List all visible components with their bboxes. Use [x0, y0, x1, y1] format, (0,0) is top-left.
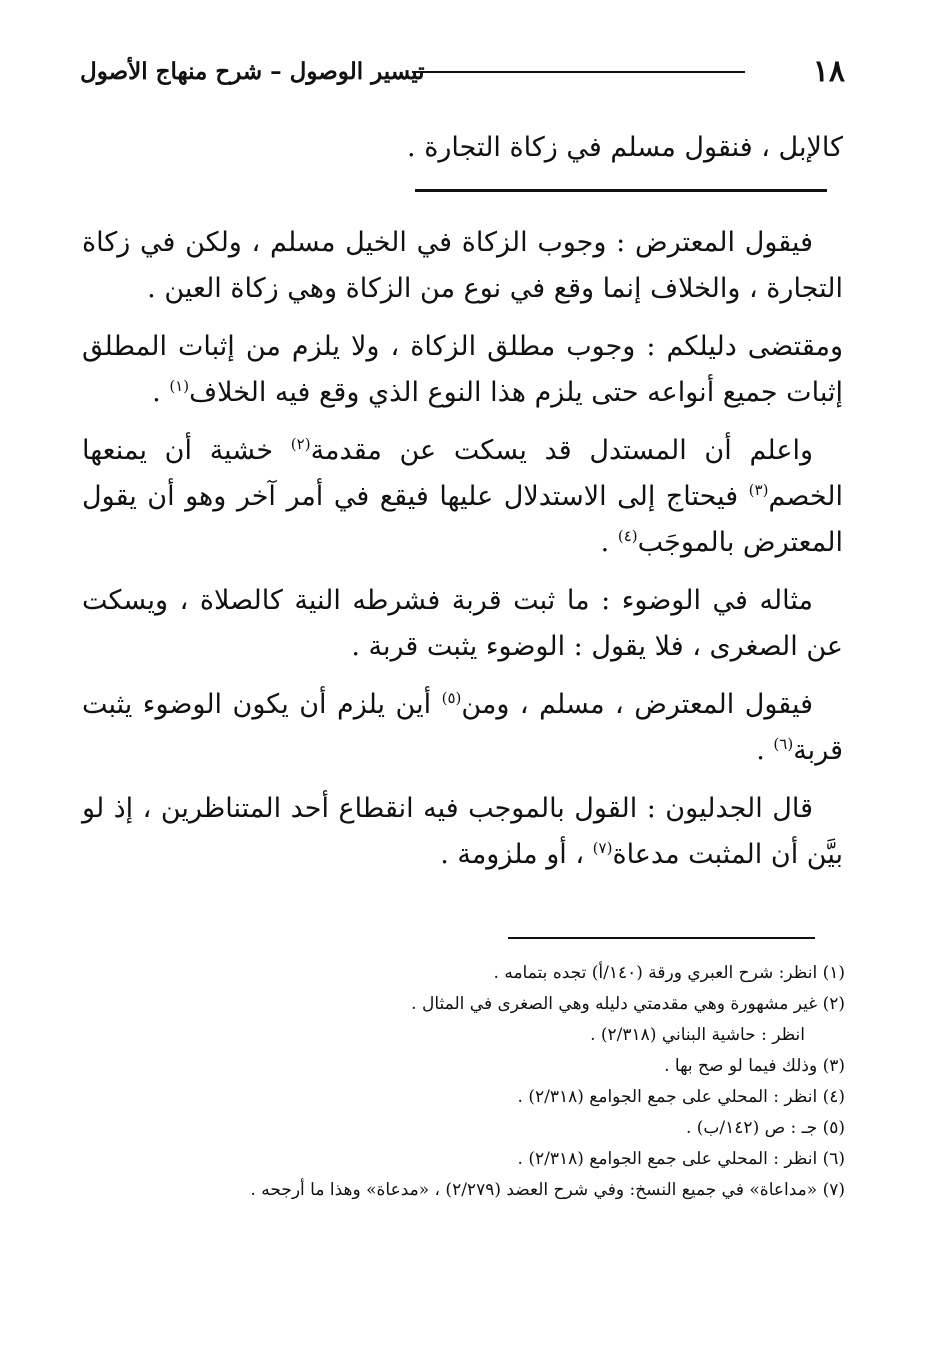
footnote: (٦) انظر : المحلي على جمع الجوامع (٢/٣١٨) . [517, 1149, 845, 1169]
paragraph-text: فيقول المعترض : وجوب الزكاة في الخيل مسلم ، ولكن في زكاة التجارة ، والخلاف إنما وقع في نوع من الزكاة وهي زكاة العين . [82, 227, 843, 304]
footnote-ref[interactable]: (٦) [773, 735, 794, 753]
footnote-continuation: انظر : حاشية البناني (٢/٣١٨) . [590, 1025, 805, 1045]
section-divider [415, 189, 827, 192]
footnote: (٥) جـ : ص (١٤٢/ب) . [685, 1118, 845, 1138]
paragraph-text: واعلم أن المستدل قد يسكت عن مقدمة [310, 435, 813, 466]
footnote-ref[interactable]: (٣) [748, 481, 769, 499]
paragraph-text: ومقتضى دليلكم : وجوب مطلق الزكاة ، ولا يلزم من إثبات المطلق إثبات جميع أنواعه حتى يلزم هذا النوع الذي وقع فيه الخلاف [82, 331, 843, 408]
paragraph: فيقول المعترض ، مسلم ، ومن$^{(٥)}$ أين يلزم أن يكون الوضوء يثبت قربة$^{(٦)}$ . [82, 689, 843, 766]
running-title: تيسير الوصول – شرح منهاج الأصول [80, 58, 425, 85]
footnote-divider [508, 937, 815, 939]
paragraph-text: فيحتاج إلى الاستدلال عليها فيقع في أمر آخر وهو أن يقول المعترض بالموجَب [82, 481, 843, 558]
paragraph: واعلم أن المستدل قد يسكت عن مقدمة$^{(٢)}$ خشية أن يمنعها الخصم$^{(٣)}$ فيحتاج إلى الاستدلال عليها فيقع في أمر آخر وهو أن يقول المعترض بالموجَب$^{(٤)}$ . [82, 435, 843, 558]
paragraph-text: مثاله في الوضوء : ما ثبت قربة فشرطه النية كالصلاة ، ويسكت عن الصغرى ، فلا يقول : الوضوء يثبت قربة . [82, 585, 843, 662]
opening-line [82, 125, 843, 171]
footnote: (٤) انظر : المحلي على جمع الجوامع (٢/٣١٨) . [517, 1087, 845, 1107]
paragraph-text: أين يلزم أن يكون الوضوء يثبت قربة [82, 689, 843, 766]
footnote-ref[interactable]: (٢) [290, 435, 311, 453]
paragraph: ومقتضى دليلكم : وجوب مطلق الزكاة ، ولا يلزم من إثبات المطلق إثبات جميع أنواعه حتى يلزم هذا النوع الذي وقع فيه الخلاف$^{(١)}$ . [82, 331, 843, 408]
footnote-ref[interactable]: (١) [169, 377, 190, 395]
page-number: ١٨ [812, 54, 845, 89]
paragraph-text: فيقول المعترض ، مسلم ، ومن [461, 689, 813, 720]
footnote-ref[interactable]: (٧) [592, 839, 613, 857]
footnote: (٧) «مداعاة» في جميع النسخ: وفي شرح العضد (٢/٢٧٩) ، «مدعاة» وهذا ما أرجحه . [250, 1180, 845, 1200]
header-rule [412, 71, 745, 73]
footnote: (٢) غير مشهورة وهي مقدمتي دليله وهي الصغرى في المثال . [411, 994, 845, 1014]
page-header [40, 50, 855, 90]
paragraph-text: قال الجدليون : القول بالموجب فيه انقطاع أحد المتناظرين ، إذ لو بيَّن أن المثبت مدعاة [82, 793, 843, 870]
paragraph [82, 786, 843, 878]
main-text [82, 220, 843, 878]
footnotes [130, 958, 845, 1206]
paragraph-text: خشية أن يمنعها الخصم [82, 435, 843, 512]
paragraph [82, 578, 843, 670]
footnote: (٣) وذلك فيما لو صح بها . [664, 1056, 845, 1076]
paragraph-text: ، أو ملزومة . [440, 839, 593, 870]
paragraph: كالإبل ، فنقول مسلم في زكاة التجارة . [407, 132, 843, 163]
footnote-ref[interactable]: (٤) [617, 527, 638, 545]
paragraph [82, 220, 843, 312]
footnote: (١) انظر: شرح العبري ورقة (١٤٠/أ) تجده بتمامه . [493, 963, 845, 983]
footnote-ref[interactable]: (٥) [441, 689, 462, 707]
